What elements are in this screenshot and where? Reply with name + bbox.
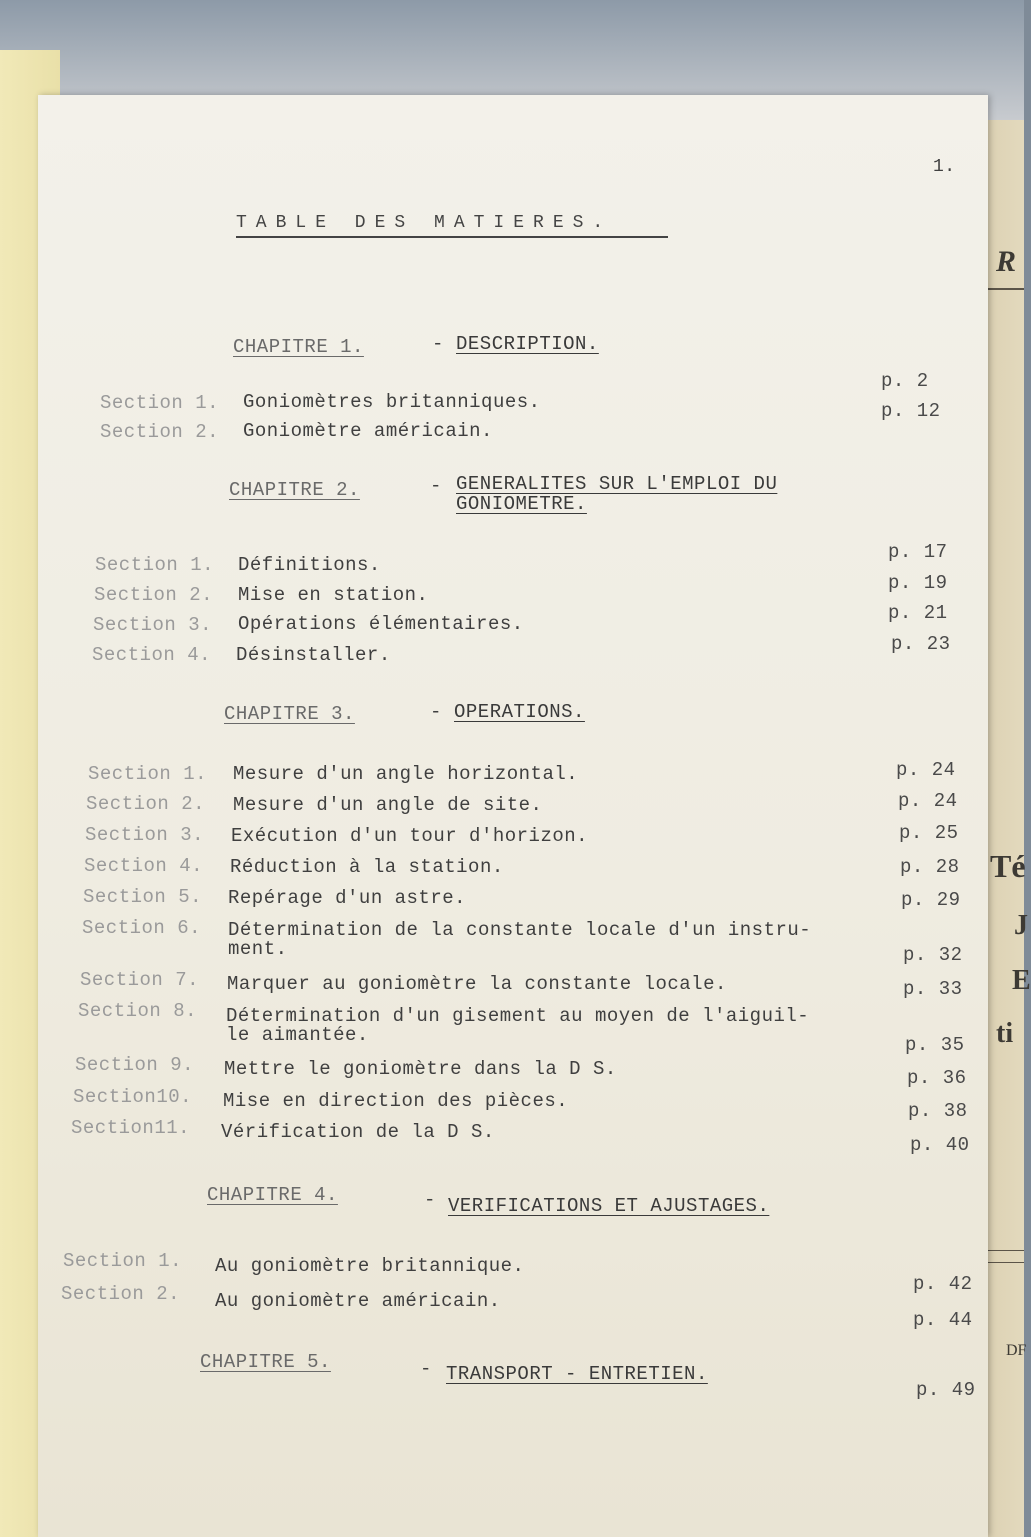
chapter-5-title: TRANSPORT - ENTRETIEN. bbox=[446, 1363, 708, 1385]
page-title: TABLE DES MATIERES. bbox=[236, 213, 613, 233]
fragment-te: Té bbox=[990, 848, 1026, 884]
chapter-3-section-5-label: Section 5. bbox=[83, 886, 203, 908]
chapter-3-section-1-label: Section 1. bbox=[88, 763, 208, 785]
chapter-2-section-1-text: Définitions. bbox=[238, 554, 381, 576]
chapter-2-section-3-label: Section 3. bbox=[93, 614, 213, 636]
fragment-r: R bbox=[996, 245, 1017, 278]
chapter-3-section-7-text: Marquer au goniomètre la constante locale. bbox=[227, 973, 727, 995]
chapter-3-section-6-label: Section 6. bbox=[82, 917, 202, 939]
chapter-3-dash: - bbox=[430, 701, 442, 723]
chapter-3-section-4-page: p. 28 bbox=[900, 856, 960, 878]
chapter-4-title: VERIFICATIONS ET AJUSTAGES. bbox=[448, 1195, 770, 1217]
document-page bbox=[38, 95, 988, 1537]
fragment-df: DF bbox=[1006, 1342, 1027, 1359]
chapter-3-section-3-page: p. 25 bbox=[899, 822, 959, 844]
chapter-3-section-5-page: p. 29 bbox=[901, 889, 961, 911]
chapter-3-section-10-page: p. 38 bbox=[908, 1100, 968, 1122]
chapter-1-section-1-label: Section 1. bbox=[100, 392, 220, 414]
chapter-2-section-3-page: p. 21 bbox=[888, 602, 948, 624]
chapter-2-section-3-text: Opérations élémentaires. bbox=[238, 613, 524, 635]
chapter-3-section-5-text: Repérage d'un astre. bbox=[228, 887, 467, 909]
chapter-4-section-1-text: Au goniomètre britannique. bbox=[215, 1255, 525, 1277]
chapter-3-section-6-text-line-2: ment. bbox=[228, 938, 288, 960]
chapter-2-section-2-page: p. 19 bbox=[888, 572, 948, 594]
chapter-3-section-3-text: Exécution d'un tour d'horizon. bbox=[231, 825, 589, 847]
chapter-3-section-11-page: p. 40 bbox=[910, 1134, 970, 1156]
chapter-2-section-1-label: Section 1. bbox=[95, 554, 215, 576]
fragment-j: J bbox=[1014, 910, 1028, 941]
chapter-1-section-1-text: Goniomètres britanniques. bbox=[243, 391, 541, 413]
chapter-2-label: CHAPITRE 2. bbox=[229, 479, 360, 501]
chapter-3-section-7-label: Section 7. bbox=[80, 969, 200, 991]
chapter-3-section-4-label: Section 4. bbox=[84, 855, 204, 877]
chapter-1-title: DESCRIPTION. bbox=[456, 333, 599, 355]
chapter-5-label: CHAPITRE 5. bbox=[200, 1351, 331, 1373]
chapter-3-section-10-text: Mise en direction des pièces. bbox=[223, 1090, 569, 1112]
chapter-2-title: GENERALITES SUR L'EMPLOI DU bbox=[456, 473, 778, 495]
chapter-1-section-1-page: p. 2 bbox=[881, 370, 929, 392]
title-underline bbox=[236, 236, 668, 238]
chapter-2-section-2-text: Mise en station. bbox=[238, 584, 429, 606]
chapter-3-section-8-text: Détermination d'un gisement au moyen de l'aiguil- bbox=[226, 1005, 810, 1027]
chapter-2-section-4-text: Désinstaller. bbox=[236, 644, 391, 666]
chapter-4-section-2-label: Section 2. bbox=[61, 1283, 181, 1305]
chapter-3-section-3-label: Section 3. bbox=[85, 824, 205, 846]
chapter-4-section-2-text: Au goniomètre américain. bbox=[215, 1290, 501, 1312]
chapter-4-section-1-label: Section 1. bbox=[63, 1250, 183, 1272]
chapter-3-section-6-page: p. 32 bbox=[903, 944, 963, 966]
chapter-1-section-2-text: Goniomètre américain. bbox=[243, 420, 493, 442]
chapter-4-label: CHAPITRE 4. bbox=[207, 1184, 338, 1206]
chapter-4-section-1-page: p. 42 bbox=[913, 1273, 973, 1295]
chapter-1-section-2-page: p. 12 bbox=[881, 400, 941, 422]
chapter-4-dash: - bbox=[424, 1189, 436, 1211]
chapter-3-label: CHAPITRE 3. bbox=[224, 703, 355, 725]
chapter-1-label: CHAPITRE 1. bbox=[233, 336, 364, 358]
chapter-4-section-2-page: p. 44 bbox=[913, 1309, 973, 1331]
chapter-3-section-2-text: Mesure d'un angle de site. bbox=[233, 794, 543, 816]
chapter-3-section-4-text: Réduction à la station. bbox=[230, 856, 504, 878]
chapter-2-dash: - bbox=[430, 475, 442, 497]
chapter-2-section-2-label: Section 2. bbox=[94, 584, 214, 606]
chapter-3-section-1-page: p. 24 bbox=[896, 759, 956, 781]
chapter-3-section-8-page: p. 35 bbox=[905, 1034, 965, 1056]
chapter-3-section-8-text-line-2: le aimantée. bbox=[226, 1024, 369, 1046]
chapter-3-section-9-label: Section 9. bbox=[75, 1054, 195, 1076]
chapter-1-section-2-label: Section 2. bbox=[100, 421, 220, 443]
fragment-e: E bbox=[1012, 965, 1031, 996]
chapter-3-section-11-label: Section11. bbox=[71, 1117, 191, 1139]
chapter-1-dash: - bbox=[432, 333, 444, 355]
chapter-2-section-4-label: Section 4. bbox=[92, 644, 212, 666]
chapter-3-section-6-text: Détermination de la constante locale d'un instru- bbox=[228, 919, 812, 941]
fragment-ti: ti bbox=[996, 1018, 1014, 1049]
chapter-3-section-10-label: Section10. bbox=[73, 1086, 193, 1108]
chapter-3-section-8-label: Section 8. bbox=[78, 1000, 198, 1022]
page-number: 1. bbox=[933, 157, 956, 177]
chapter-2-section-4-page: p. 23 bbox=[891, 633, 951, 655]
chapter-2-title-line-2: GONIOMETRE. bbox=[456, 493, 587, 515]
chapter-3-title: OPERATIONS. bbox=[454, 701, 585, 723]
chapter-3-section-1-text: Mesure d'un angle horizontal. bbox=[233, 763, 579, 785]
chapter-3-section-9-text: Mettre le goniomètre dans la D S. bbox=[224, 1058, 617, 1080]
chapter-3-section-2-page: p. 24 bbox=[898, 790, 958, 812]
chapter-3-section-9-page: p. 36 bbox=[907, 1067, 967, 1089]
chapter-3-section-7-page: p. 33 bbox=[903, 978, 963, 1000]
chapter-2-section-1-page: p. 17 bbox=[888, 541, 948, 563]
chapter-3-section-11-text: Vérification de la D S. bbox=[221, 1121, 495, 1143]
chapter-3-section-2-label: Section 2. bbox=[86, 793, 206, 815]
chapter-5-page: p. 49 bbox=[916, 1379, 976, 1401]
chapter-5-dash: - bbox=[420, 1358, 432, 1380]
